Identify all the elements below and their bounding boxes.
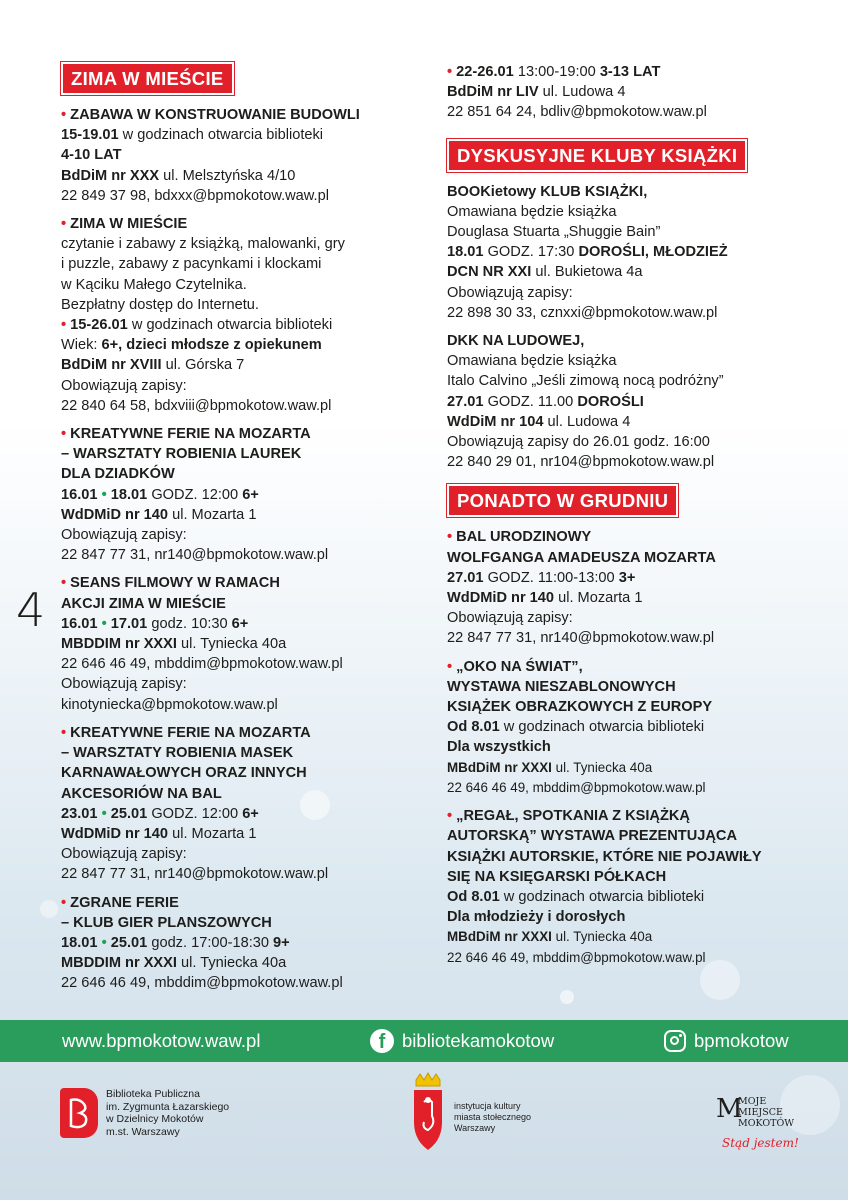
- event-entry: • „REGAŁ, SPOTKANIA Z KSIĄŻKĄ AUTORSKĄ” WYSTAWA PREZENTUJĄCA KSIĄŻKI AUTORSKIE, KTÓRE NIE POJAWIŁY SIĘ NA KSIĘGARSKI PÓŁKACH Od 8.01 w godzinach otwarcia biblioteki Dla młodzieży i dorosłych MBdDiM nr XXXI ul. Tyniecka 40a 22 646 46 49, mbddim@bpmokotow.waw.pl: [447, 808, 762, 965]
- website-link[interactable]: www.bpmokotow.waw.pl: [62, 1030, 261, 1051]
- bullet-icon: •: [447, 529, 457, 546]
- club-entry: DKK NA LUDOWEJ, Omawiana będzie książka Italo Calvino „Jeśli zimową nocą podróżny” 27.01 GODZ. 11.00 DOROŚLI WdDiM nr 104 ul. Ludowa 4 Obowiązują zapisy do 26.01 godz. 16:00 22 840 29 01, nr104@bpmokotow.waw.pl: [447, 333, 724, 471]
- bullet-icon: •: [447, 658, 457, 675]
- bullet-icon: •: [61, 724, 71, 741]
- snowflake: [560, 990, 574, 1004]
- warsaw-crest-icon: [410, 1072, 446, 1152]
- event-entry: • ZGRANE FERIE – KLUB GIER PLANSZOWYCH 18.01 • 25.01 godz. 17:00-18:30 9+ MBDDIM nr XXXI ul. Tyniecka 40a 22 646 46 49, mbddim@bpmokotow.waw.pl: [61, 894, 343, 992]
- section-heading-kluby: DYSKUSYJNE KLUBY KSIĄŻKI: [447, 139, 747, 172]
- section-heading-ponadto: PONADTO W GRUDNIU: [447, 484, 678, 517]
- right-column: [447, 62, 807, 976]
- section-heading-zima: ZIMA W MIEŚCIE: [61, 62, 234, 95]
- bullet-icon: •: [447, 808, 457, 825]
- bullet-icon: •: [61, 894, 71, 911]
- page-number: 4: [16, 583, 46, 637]
- bullet-icon: •: [61, 216, 71, 233]
- library-logo: Biblioteka Publiczna im. Zygmunta Łazarskiego w Dzielnicy Mokotów m.st. Warszawy: [60, 1088, 229, 1138]
- instagram-link[interactable]: bpmokotow: [664, 1030, 789, 1052]
- instagram-icon: [664, 1030, 686, 1052]
- bullet-icon: •: [61, 317, 71, 334]
- event-entry: • SEANS FILMOWY W RAMACH AKCJI ZIMA W MIEŚCIE 16.01 • 17.01 godz. 10:30 6+ MBDDIM nr XXXI ul. Tyniecka 40a 22 646 46 49, mbddim@bpmokotow.waw.pl Obowiązują zapisy: kinotyniecka@bpmokotow.waw.pl: [61, 575, 343, 713]
- event-entry: • „OKO NA ŚWIAT”, WYSTAWA NIESZABLONOWYCH KSIĄŻEK OBRAZKOWYCH Z EUROPY Od 8.01 w godzinach otwarcia biblioteki Dla wszystkich MBdDiM nr XXXI ul. Tyniecka 40a 22 646 46 49, mbddim@bpmokotow.waw.pl: [447, 658, 713, 795]
- bullet-icon: •: [61, 107, 71, 123]
- event-entry: • KREATYWNE FERIE NA MOZARTA – WARSZTATY ROBIENIA LAUREK DLA DZIADKÓW 16.01 • 18.01 GODZ. 12:00 6+ WdDMiD nr 140 ul. Mozarta 1 Obowiązują zapisy: 22 847 77 31, nr140@bpmokotow.waw.pl: [61, 426, 329, 564]
- event-entry: • ZIMA W MIEŚCIE czytanie i zabawy z książką, malowanki, gry i puzzle, zabawy z pacynkami i klockami w Kąciku Małego Czytelnika. Bezpłatny dostęp do Internetu. • 15-26.01 w godzinach otwarcia biblioteki Wiek: 6+, dzieci młodsze z opiekunem BdDiM nr XVIII ul. Górska 7 Obowiązują zapisy: 22 840 64 58, bdxviii@bpmokotow.waw.pl: [61, 216, 345, 414]
- bullet-icon: •: [61, 575, 71, 592]
- snowflake: [40, 900, 58, 918]
- bullet-icon: •: [61, 426, 71, 443]
- facebook-icon: f: [370, 1029, 394, 1053]
- facebook-link[interactable]: f bibliotekamokotow: [370, 1029, 554, 1053]
- club-entry: BOOKietowy KLUB KSIĄŻKI, Omawiana będzie książka Douglasa Stuarta „Shuggie Bain” 18.01 GODZ. 17:30 DOROŚLI, MŁODZIEŻ DCN NR XXI ul. Bukietowa 4a Obowiązują zapisy: 22 898 30 33, cznxxi@bpmokotow.waw.pl: [447, 183, 728, 321]
- event-entry: • BAL URODZINOWY WOLFGANGA AMADEUSZA MOZARTA 27.01 GODZ. 11:00-13:00 3+ WdDMiD nr 140 ul. Mozarta 1 Obowiązują zapisy: 22 847 77 31, nr140@bpmokotow.waw.pl: [447, 529, 716, 647]
- footer-bar: [0, 1020, 848, 1062]
- event-entry: • 22-26.01 13:00-19:00 3-13 LAT BdDiM nr LIV ul. Ludowa 4 22 851 64 24, bdliv@bpmokotow.waw.pl: [447, 64, 707, 121]
- bullet-icon: •: [447, 64, 457, 80]
- event-entry: • KREATYWNE FERIE NA MOZARTA – WARSZTATY ROBIENIA MASEK KARNAWAŁOWYCH ORAZ INNYCH AKCESORIÓW NA BAL 23.01 • 25.01 GODZ. 12:00 6+ WdDMiD nr 140 ul. Mozarta 1 Obowiązują zapisy: 22 847 77 31, nr140@bpmokotow.waw.pl: [61, 724, 329, 883]
- warsaw-city-logo: instytucja kultury miasta stołecznego Warszawy: [410, 1072, 531, 1152]
- event-entry: • ZABAWA W KONSTRUOWANIE BUDOWLI 15-19.01 w godzinach otwarcia biblioteki 4-10 LAT BdDiM nr XXX ul. Melsztyńska 4/10 22 849 37 98, bdxxx@bpmokotow.waw.pl: [61, 107, 360, 204]
- moje-miejsce-mokotow-logo: M MOJE MIEJSCE MOKOTÓW Stąd jestem!: [716, 1094, 799, 1150]
- library-mark-icon: [60, 1088, 98, 1138]
- left-column: [61, 62, 411, 1002]
